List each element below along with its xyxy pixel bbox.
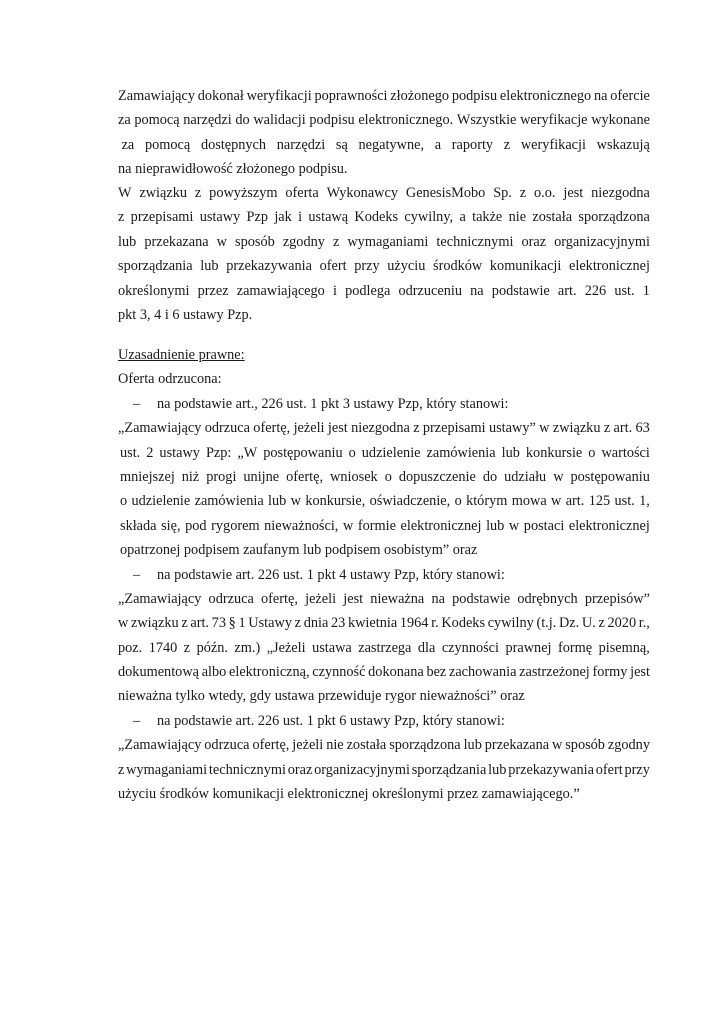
word: W	[118, 185, 132, 201]
word: formy	[592, 664, 628, 681]
word: podpisu	[309, 112, 355, 129]
word: 2	[146, 444, 154, 461]
word: weryfikacji	[520, 136, 586, 153]
word: sporządzania	[118, 258, 193, 275]
word: technicznymi	[208, 761, 286, 778]
word: użyciu	[387, 258, 426, 275]
word: i	[298, 209, 303, 226]
word: 1740	[148, 639, 178, 656]
word: „W	[237, 444, 258, 461]
word: przekazana	[144, 233, 209, 250]
word: ustawą	[308, 209, 349, 226]
word: dokonana	[368, 664, 424, 681]
word: sposób	[565, 737, 605, 754]
word: wskazują	[596, 136, 650, 153]
word: mniejszej	[120, 468, 175, 485]
word: i	[332, 282, 337, 299]
word: zgodny	[282, 233, 325, 250]
quote-line: użyciu środków komunikacji elektronicznej określonymi przez zamawiającego.”	[118, 786, 580, 803]
word: art.	[565, 493, 585, 510]
word: Kodeks	[354, 209, 399, 226]
word: walidacji	[253, 112, 306, 129]
word: została	[346, 737, 387, 754]
word: zastrzeżonej	[519, 664, 590, 681]
word: którym	[466, 493, 508, 510]
offer-rejected-label: Oferta odrzucona:	[118, 371, 222, 388]
word: przy	[624, 761, 650, 778]
word: w	[553, 468, 564, 485]
word: sposób	[235, 233, 275, 250]
word: lub	[200, 258, 219, 275]
quote-line	[118, 441, 650, 465]
word: „Zamawiający	[118, 737, 202, 754]
word: §	[228, 615, 236, 632]
quote-line	[118, 489, 650, 513]
word: nie	[508, 209, 527, 226]
text-line	[118, 254, 650, 278]
text-line	[118, 181, 650, 205]
word: progi	[206, 468, 237, 485]
word: organizacyjnymi	[314, 761, 410, 778]
word: GenesisMobo	[405, 185, 486, 201]
word: przekazana	[484, 737, 550, 754]
word: w	[508, 517, 520, 534]
word: odrzuca	[204, 420, 250, 437]
word: się,	[161, 517, 181, 534]
word: raporty	[451, 136, 494, 153]
text-line	[118, 230, 650, 254]
word: negatywne,	[358, 136, 425, 153]
word: związku	[552, 420, 601, 437]
word: a	[459, 209, 466, 226]
word: pomocą	[134, 112, 180, 129]
word: oraz	[287, 761, 313, 778]
word: w	[118, 615, 129, 632]
word: przepisów”	[584, 590, 650, 607]
word: z	[118, 209, 125, 226]
word: dnia	[303, 615, 329, 632]
word: 1,	[639, 493, 650, 510]
word: przepisami	[422, 420, 486, 437]
word: ust.	[614, 493, 635, 510]
word: zachowania	[448, 664, 517, 681]
quote-line	[118, 416, 650, 440]
word: ofertę,	[252, 737, 290, 754]
word: ofert	[319, 258, 347, 275]
word: elektronicznej	[400, 517, 482, 534]
word: została	[532, 209, 573, 226]
word: odrzuca	[204, 737, 250, 754]
word: art.	[613, 420, 633, 437]
word: z	[413, 420, 420, 437]
word: Wykonawcy	[326, 185, 398, 201]
word: niezgodna	[591, 185, 650, 201]
word: do	[482, 468, 498, 485]
word: Kodeks	[441, 615, 486, 632]
word: unijne	[243, 468, 280, 485]
word: związku	[139, 185, 188, 201]
word: ofertę,	[253, 420, 291, 437]
quote-line	[118, 660, 650, 684]
word: albo	[201, 664, 227, 681]
word: wymaganiami	[126, 761, 208, 778]
word: elektronicznego	[499, 88, 592, 104]
text-line	[118, 279, 650, 303]
word: ustawy	[159, 444, 200, 461]
word: jeżeli	[292, 737, 324, 754]
quote-line	[118, 733, 650, 757]
word: ustawa	[312, 639, 352, 656]
word: także	[472, 209, 503, 226]
bullet-item: – na podstawie art. 226 ust. 1 pkt 4 ustawy Pzp, który stanowi:	[118, 563, 650, 587]
word: kwietnia	[347, 615, 398, 632]
text-line	[118, 108, 650, 132]
word: art.	[557, 282, 577, 299]
word: weryfikacje	[520, 112, 588, 129]
word: (t.j.	[536, 615, 557, 632]
word: lub	[501, 444, 520, 461]
word: z	[503, 136, 511, 153]
word: ofertę,	[286, 468, 324, 485]
legal-heading: Uzasadnienie prawne:	[118, 347, 245, 363]
word: określonymi	[118, 282, 190, 299]
word: poz.	[118, 639, 143, 656]
word: cywilny,	[404, 209, 454, 226]
word: złożonego	[390, 88, 450, 104]
word: prawnej	[505, 639, 552, 656]
word: składa	[120, 517, 157, 534]
word: lub	[463, 737, 482, 754]
quote-line	[118, 758, 650, 782]
word: jeżeli	[293, 420, 325, 437]
word: wniosek	[330, 468, 378, 485]
word: przy	[354, 258, 380, 275]
word: przepisami	[130, 209, 194, 226]
word: na	[470, 282, 484, 299]
word: Pzp:	[205, 444, 232, 461]
word: „Zamawiający	[118, 420, 202, 437]
word: mowa	[511, 493, 547, 510]
word: z	[332, 233, 340, 250]
word: Sp.	[493, 185, 512, 201]
word: z	[181, 615, 188, 632]
bullet-item: – na podstawie art. 226 ust. 1 pkt 6 ustawy Pzp, który stanowi:	[118, 709, 650, 733]
quote-line: opatrzonej podpisem zaufanym lub podpisem osobistym” oraz	[120, 542, 478, 559]
text-line	[118, 133, 650, 157]
word: ofert	[595, 761, 623, 778]
word: z	[519, 185, 527, 201]
dash-marker: –	[133, 566, 141, 583]
word: czynność	[312, 664, 366, 681]
word: r.	[431, 615, 439, 632]
word: pisemną,	[598, 639, 650, 656]
text-line: pkt 3, 4 i 6 ustawy Pzp.	[118, 306, 253, 323]
word: podstawie	[452, 590, 511, 607]
word: elektroniczną,	[229, 664, 310, 681]
legal-justification-section	[118, 343, 650, 806]
word: Wszystkie	[456, 112, 517, 129]
word: wartości	[601, 444, 650, 461]
word: postaci	[523, 517, 565, 534]
word: jest	[563, 185, 584, 201]
word: ust.	[120, 444, 141, 461]
word: o	[384, 468, 392, 485]
word: odrębnych	[517, 590, 578, 607]
quote-line	[118, 611, 650, 635]
word: r.,	[638, 615, 650, 632]
text-line	[118, 205, 650, 229]
word: U.	[581, 615, 596, 632]
word: o	[120, 493, 128, 510]
word: nieważności,	[264, 517, 339, 534]
word: konkursie,	[305, 493, 366, 510]
word: „Zamawiający	[118, 590, 202, 607]
word: elektronicznego.	[358, 112, 454, 129]
word: w	[290, 493, 301, 510]
word: jeżeli	[305, 590, 337, 607]
text-line	[118, 84, 650, 108]
word: ofertę,	[260, 590, 298, 607]
word: przekazywania	[508, 761, 594, 778]
dash-marker: –	[133, 712, 141, 729]
word: wymaganiami	[347, 233, 429, 250]
word: ofercie	[610, 88, 650, 104]
word: a	[434, 136, 442, 153]
word: Pzp	[246, 209, 268, 226]
word: 73	[211, 615, 226, 632]
word: formie	[357, 517, 396, 534]
word: w	[551, 493, 562, 510]
word: z	[598, 615, 605, 632]
word: nie	[326, 737, 344, 754]
word: przez	[197, 282, 229, 299]
word: narzędzi	[276, 136, 326, 153]
word: podlega	[345, 282, 391, 299]
word: podpisu	[451, 88, 498, 104]
word: jak	[274, 209, 292, 226]
word: lub	[488, 761, 507, 778]
word: zastrzega	[358, 639, 412, 656]
word: powyższym	[209, 185, 278, 201]
word: środków	[433, 258, 483, 275]
word: w	[551, 737, 563, 754]
word: elektronicznej	[569, 258, 650, 275]
word: 63	[635, 420, 650, 437]
word: na	[431, 590, 445, 607]
word: o	[454, 493, 462, 510]
word: niezgodna	[351, 420, 410, 437]
word: przekazywania	[226, 258, 312, 275]
word: Dz.	[558, 615, 580, 632]
word: sporządzania	[411, 761, 487, 778]
word: postępowaniu	[263, 444, 343, 461]
word: 1	[238, 615, 246, 632]
word: ustawy”	[488, 420, 536, 437]
word: w	[539, 420, 550, 437]
word: z	[118, 761, 125, 778]
word: w	[342, 517, 354, 534]
word: jest	[630, 664, 650, 681]
word: bez	[426, 664, 447, 681]
quote-line	[118, 587, 650, 611]
word: wykonane	[591, 112, 650, 129]
word: o	[348, 444, 356, 461]
word: sporządzona	[578, 209, 650, 226]
word: w	[216, 233, 227, 250]
quote-line	[118, 465, 650, 489]
word: związku	[131, 615, 179, 632]
word: są	[335, 136, 348, 153]
word: z	[194, 185, 202, 201]
word: zm.)	[234, 639, 261, 656]
word: ustawy	[199, 209, 241, 226]
word: czynności	[441, 639, 499, 656]
word: oświadczenie,	[369, 493, 451, 510]
word: ust.	[614, 282, 635, 299]
word: komunikacji	[489, 258, 562, 275]
word: postępowaniu	[570, 468, 650, 485]
word: z	[183, 639, 191, 656]
word: zgodny	[607, 737, 650, 754]
word: dla	[417, 639, 436, 656]
word: oferta	[285, 185, 319, 201]
paragraph-signature-verification	[118, 84, 650, 182]
quote-line	[118, 514, 650, 538]
word: cywilny	[487, 615, 534, 632]
word: 1	[642, 282, 650, 299]
word: 1964	[399, 615, 429, 632]
word: oraz	[521, 233, 547, 250]
word: rygorem	[211, 517, 260, 534]
word: dopuszczenie	[398, 468, 476, 485]
word: odrzuca	[208, 590, 254, 607]
word: dokumentową	[118, 664, 199, 681]
word: sporządzona	[389, 737, 461, 754]
word: udzielenie	[361, 444, 421, 461]
word: o.o.	[534, 185, 556, 201]
word: organizacyjnymi	[554, 233, 650, 250]
word: lub	[268, 493, 287, 510]
dash-marker: –	[133, 395, 141, 412]
word: z	[603, 420, 611, 437]
word: konkursie	[525, 444, 583, 461]
word: na	[593, 88, 608, 104]
quote-line	[118, 636, 650, 660]
word: narzędzi	[183, 112, 232, 129]
word: jest	[327, 420, 348, 437]
word: lub	[486, 517, 505, 534]
word: pomocą	[144, 136, 191, 153]
word: „Jeżeli	[266, 639, 306, 656]
word: Ustawy	[248, 615, 292, 632]
word: odrzuceniu	[398, 282, 463, 299]
word: 23	[330, 615, 346, 632]
word: zamawiającego	[236, 282, 325, 299]
word: o	[588, 444, 596, 461]
bullet-item: – na podstawie art., 226 ust. 1 pkt 3 ustawy Pzp, który stanowi:	[118, 392, 650, 416]
word: technicznymi	[436, 233, 514, 250]
word: niż	[181, 468, 200, 485]
word: zamówienia	[426, 444, 496, 461]
paragraph-offer-rejection	[118, 181, 650, 327]
word: późn.	[196, 639, 228, 656]
word: Zamawiający	[118, 88, 195, 104]
word: elektronicznej	[568, 517, 650, 534]
word: weryfikacji	[246, 88, 312, 104]
word: zamówienia	[194, 493, 264, 510]
word: 125	[588, 493, 611, 510]
word: dokonał	[197, 88, 244, 104]
word: 226	[584, 282, 607, 299]
word: nieważna	[370, 590, 425, 607]
word: z	[294, 615, 302, 632]
word: udzielenie	[131, 493, 191, 510]
word: jest	[343, 590, 364, 607]
word: pod	[185, 517, 207, 534]
word: udziału	[504, 468, 547, 485]
word: lub	[118, 233, 137, 250]
word: formę	[557, 639, 593, 656]
word: za	[118, 112, 131, 129]
text-line: na nieprawidłowość złożonego podpisu.	[118, 161, 348, 178]
word: poprawności	[314, 88, 388, 104]
word: art.	[190, 615, 209, 632]
quote-line: nieważna tylko wtedy, gdy ustawa przewiduje rygor nieważności” oraz	[118, 688, 525, 705]
word: za	[118, 136, 135, 153]
word: dostępnych	[200, 136, 267, 153]
word: 2020	[607, 615, 637, 632]
word: podstawie	[491, 282, 550, 299]
word: do	[235, 112, 250, 129]
